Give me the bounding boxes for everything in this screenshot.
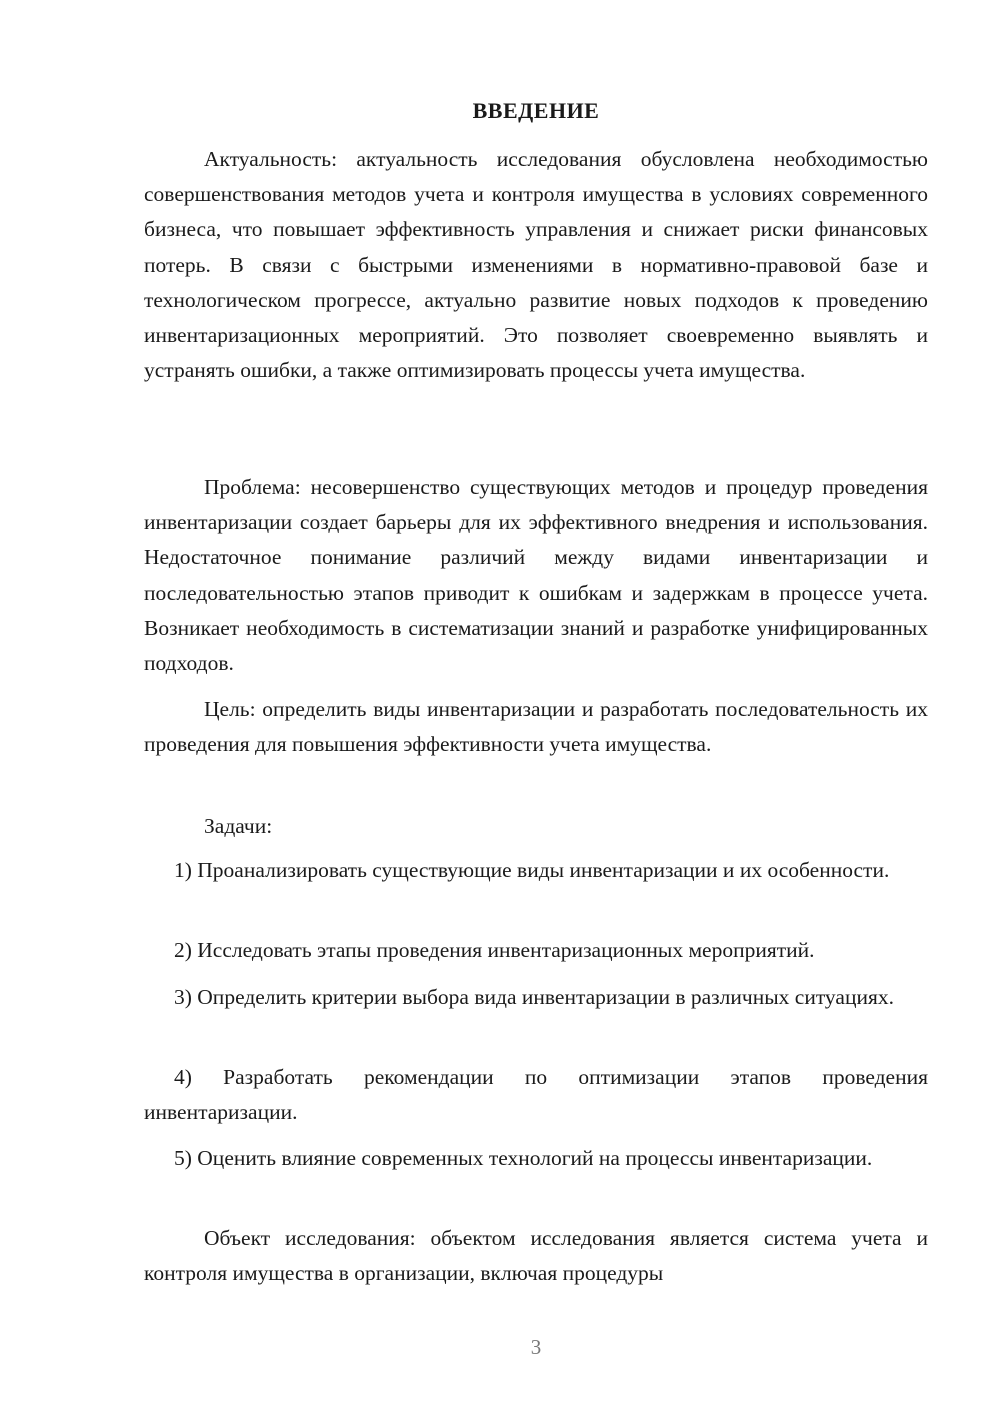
section-title: ВВЕДЕНИЕ (472, 98, 600, 123)
task-item-5: 5) Оценить влияние современных технологий на процессы инвентаризации. (174, 1146, 873, 1170)
page-number: 3 (530, 1335, 542, 1359)
tasks-heading: Задачи: (204, 814, 273, 838)
relevance-paragraph: Актуальность: актуальность исследования обусловлена необходимостью совершенствования методов учета и контроля имущества в условиях современного бизнеса, что повышает эффективность управления и снижает риски финансовых потерь. В связи с быстрыми изменениями в нормативно-правовой базе и технологическом прогрессе, актуально развитие новых подходов к проведению инвентаризационных мероприятий. Это позволяет своевременно выявлять и устранять ошибки, а также оптимизировать процессы учета имущества. (144, 147, 928, 383)
problem-paragraph: Проблема: несовершенство существующих методов и процедур проведения инвентаризации создает барьеры для их эффективного внедрения и использования. Недостаточное понимание различий между видами инвентаризации и последовательностью этапов приводит к ошибкам и задержкам в процессе учета. Возникает необходимость в систематизации знаний и разработке унифицированных подходов. (144, 475, 928, 676)
task-item-2: 2) Исследовать этапы проведения инвентаризационных мероприятий. (174, 938, 815, 962)
task-item-1: 1) Проанализировать существующие виды инвентаризации и их особенности. (174, 858, 890, 882)
task-item-3: 3) Определить критерии выбора вида инвентаризации в различных ситуациях. (174, 985, 894, 1009)
goal-paragraph: Цель: определить виды инвентаризации и разработать последовательность их проведения для повышения эффективности учета имущества. (144, 697, 928, 757)
task-item-4: 4) Разработать рекомендации по оптимизации этапов проведения инвентаризации. (144, 1065, 928, 1125)
object-paragraph: Объект исследования: объектом исследования является система учета и контроля имущества в организации, включая процедуры (144, 1226, 928, 1286)
